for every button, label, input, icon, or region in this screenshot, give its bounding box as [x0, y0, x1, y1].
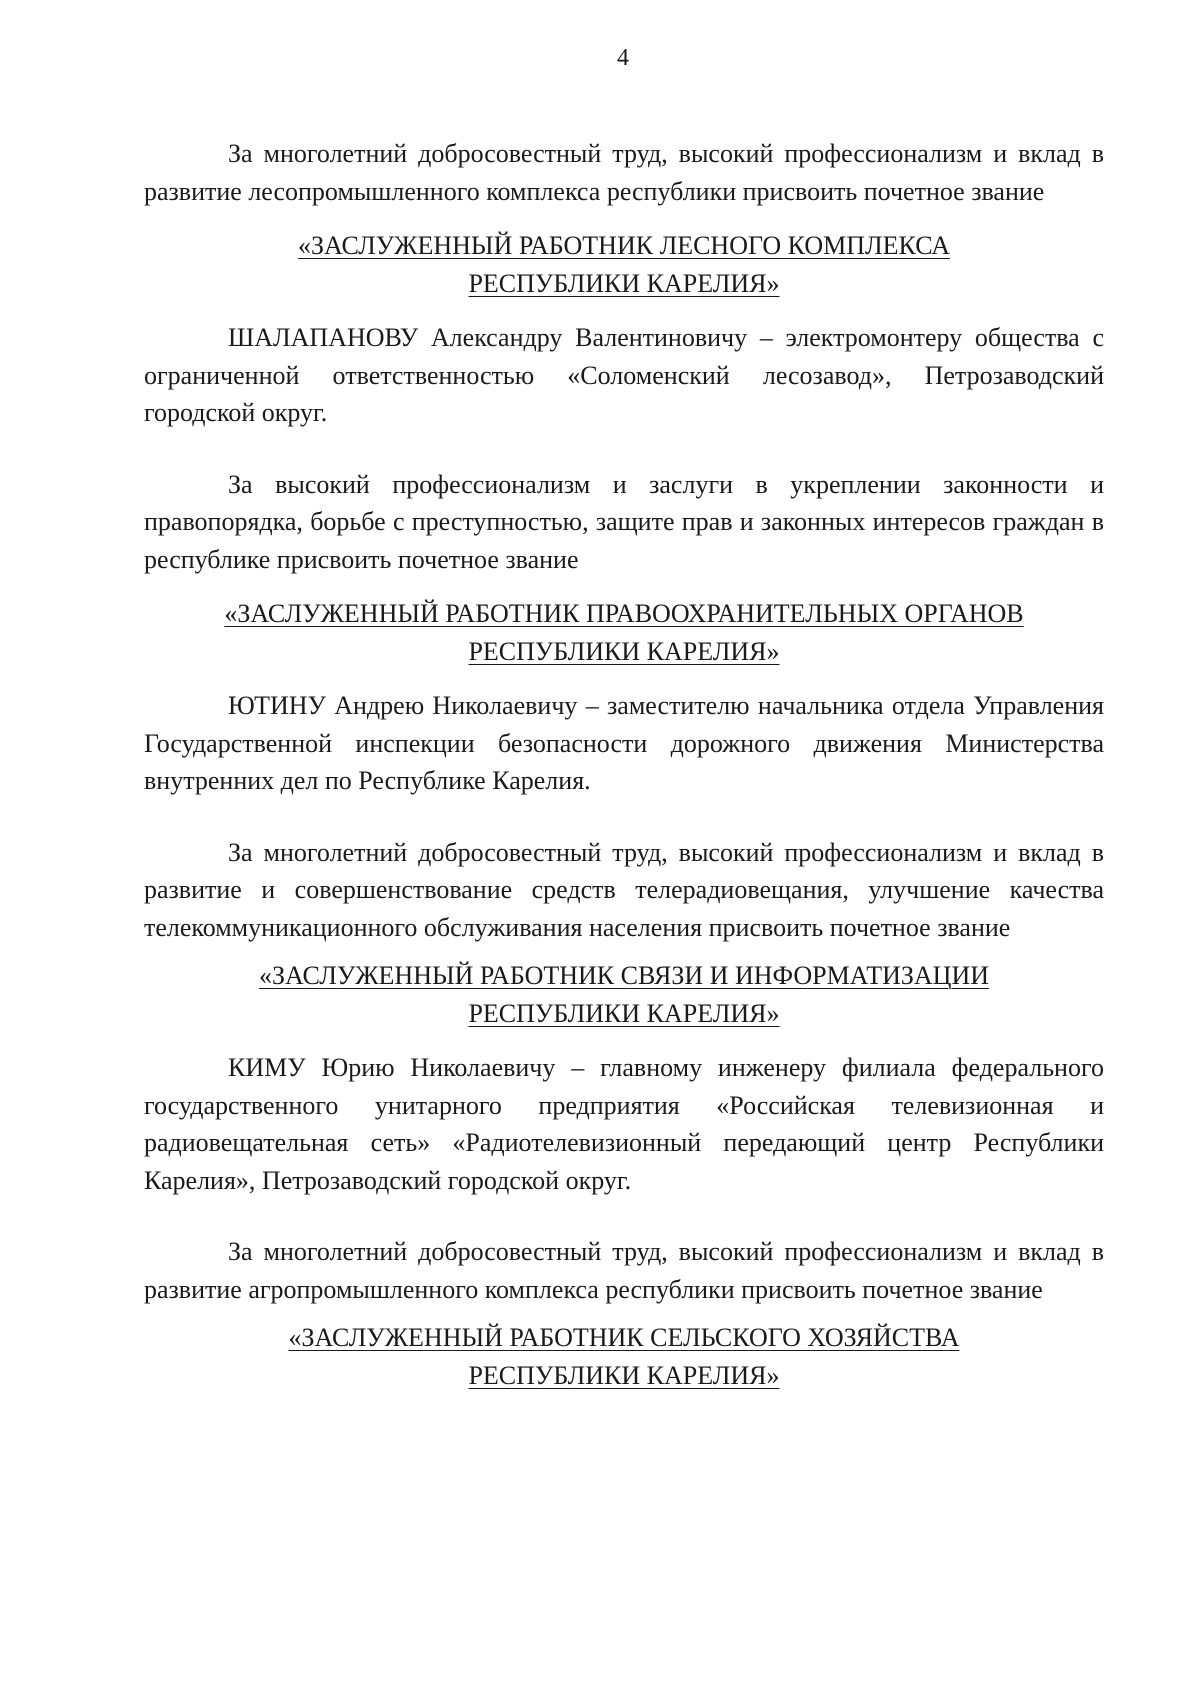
awardee-paragraph: ЮТИНУ Андрею Николаевичу – заместителю начальника отдела Управления Государственной инспекции безопасности дорожного движения Министерства внутренних дел по Республике Карелия.	[144, 691, 1104, 795]
award-intro-paragraph: За многолетний добросовестный труд, высокий профессионализм и вклад в развитие агропромышленного комплекса республики присвоить почетное звание	[144, 1237, 1104, 1304]
award-title	[144, 1319, 1104, 1394]
award-title	[144, 227, 1104, 302]
award-title-line: РЕСПУБЛИКИ КАРЕЛИЯ»	[468, 268, 780, 298]
award-title-line: РЕСПУБЛИКИ КАРЕЛИЯ»	[468, 998, 780, 1028]
award-title	[144, 957, 1104, 1032]
award-title-line: «ЗАСЛУЖЕННЫЙ РАБОТНИК СВЯЗИ И ИНФОРМАТИЗАЦИИ	[259, 961, 989, 990]
awardee-paragraph: ШАЛАПАНОВУ Александру Валентиновичу – электромонтеру общества с ограниченной ответственностью «Соломенский лесозавод», Петрозаводский городской округ.	[144, 323, 1104, 427]
awardee-paragraph: КИМУ Юрию Николаевичу – главному инженеру филиала федерального государственного унитарного предприятия «Российская телевизионная и радиовещательная сеть» «Радиотелевизионный передающий центр Республики Карелия», Петрозаводский городской округ.	[144, 1053, 1104, 1195]
award-title-line: «ЗАСЛУЖЕННЫЙ РАБОТНИК ПРАВООХРАНИТЕЛЬНЫХ ОРГАНОВ	[224, 599, 1024, 628]
page-number: 4	[617, 45, 629, 71]
document-body	[144, 135, 1104, 1394]
award-intro-paragraph: За высокий профессионализм и заслуги в укреплении законности и правопорядка, борьбе с преступностью, защите прав и законных интересов граждан в республике присвоить почетное звание	[144, 469, 1104, 574]
award-intro-paragraph: За многолетний добросовестный труд, высокий профессионализм и вклад в развитие и совершенствование средств телерадиовещания, улучшение качества телекоммуникационного обслуживания населения присвоить почетное звание	[144, 837, 1104, 942]
award-intro-paragraph: За многолетний добросовестный труд, высокий профессионализм и вклад в развитие лесопромышленного комплекса республики присвоить почетное звание	[144, 139, 1104, 206]
award-title-line: РЕСПУБЛИКИ КАРЕЛИЯ»	[468, 1360, 780, 1390]
award-title	[144, 595, 1104, 670]
award-title-line: «ЗАСЛУЖЕННЫЙ РАБОТНИК ЛЕСНОГО КОМПЛЕКСА	[297, 231, 951, 260]
award-title-line: «ЗАСЛУЖЕННЫЙ РАБОТНИК СЕЛЬСКОГО ХОЗЯЙСТВА	[288, 1323, 960, 1352]
award-title-line: РЕСПУБЛИКИ КАРЕЛИЯ»	[468, 636, 780, 666]
